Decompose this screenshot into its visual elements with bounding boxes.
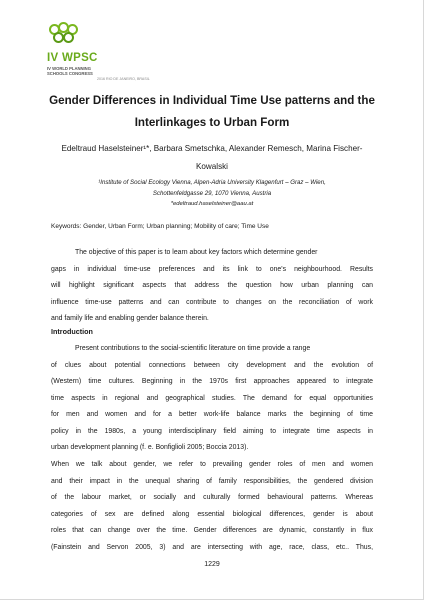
abstract-line: influence time-use patterns and can contribute to changes on the reconciliation of work	[51, 298, 373, 306]
conference-logo	[47, 22, 167, 84]
paper-title	[40, 90, 384, 134]
intro-line: categories of sex are defined along essential biological differences, gender is about	[51, 510, 373, 518]
author-list	[40, 140, 384, 176]
intro-line: (Fainstein and Servon 2005, 3) and are intersecting with age, race, class, etc.. Thus,	[51, 543, 373, 551]
authors-line-1: Edeltraud Haselsteiner¹*, Barbara Smetschka, Alexander Remesch, Marina Fischer-	[61, 144, 363, 153]
logo-subtitle: IV WORLD PLANNING SCHOOLS CONGRESS	[47, 66, 93, 76]
abstract-line: gaps in individual time-use preferences and its link to one's neighbourhood. Results	[51, 265, 373, 273]
intro-line: (Western) time cultures. Beginning in the 1970s first approaches appeared to integrate	[51, 378, 373, 385]
intro-line: of the labour market, or socially and culturally formed behavioural patterns. Whereas	[51, 494, 373, 501]
title-line-2: Interlinkages to Urban Form	[134, 116, 290, 129]
affiliation-line-1: ¹Institute of Social Ecology Vienna, Alpen-Adria University Klagenfurt – Graz – Wien,	[98, 179, 326, 186]
title-line-1: Gender Differences in Individual Time Use patterns and the	[49, 94, 375, 107]
affiliation-line-2: Schottenfeldgasse 29, 1070 Vienna, Austria	[152, 190, 272, 197]
intro-line: roles that can change over the time. Gender differences are dynamic, constantly in flux	[51, 527, 373, 534]
abstract-line: and family life and enabling gender balance therein.	[51, 315, 209, 322]
intro-line: and their impact in the unequal sharing of family responsibilities, the gendered division	[51, 477, 373, 485]
logo-location: 2016 RIO DE JANEIRO, BRASIL	[97, 77, 150, 81]
affiliation	[40, 177, 384, 199]
logo-text: IV WPSC	[47, 52, 98, 64]
intro-line: When we talk about gender, we refer to prevailing gender roles of men and women	[51, 461, 373, 468]
intro-line: Present contributions to the social-scientific literature on time provide a range	[75, 345, 311, 352]
section-heading-introduction: Introduction	[51, 327, 93, 336]
intro-line: time aspects in regional and geographical studies. The demand for equal opportunities	[51, 394, 373, 402]
abstract-line: The objective of this paper is to learn about key factors which determine gender	[75, 249, 318, 256]
keywords: Keywords: Gender, Urban Form; Urban planning; Mobility of care; Time Use	[51, 223, 269, 230]
page-number: 1229	[204, 561, 220, 568]
intro-line: urban development planning (f. e. Bonfiglioli 2005; Boccia 2013).	[51, 444, 249, 451]
corresponding-email: *edeltraud.haselsteiner@aau.at	[170, 201, 254, 207]
intro-line: policy in the 1980s, a young interdisciplinary field aiming to integrate time aspects in	[51, 427, 373, 435]
abstract-line: will highlight significant aspects that address the question how urban planning can	[51, 282, 373, 289]
intro-line: for men and women and for a better work-life balance marks the beginning of time	[51, 411, 373, 418]
intro-line: of clues about potential connections between city development and the evolution of	[51, 361, 373, 369]
authors-line-2: Kowalski	[196, 162, 228, 171]
logo-rings-icon	[49, 22, 81, 52]
